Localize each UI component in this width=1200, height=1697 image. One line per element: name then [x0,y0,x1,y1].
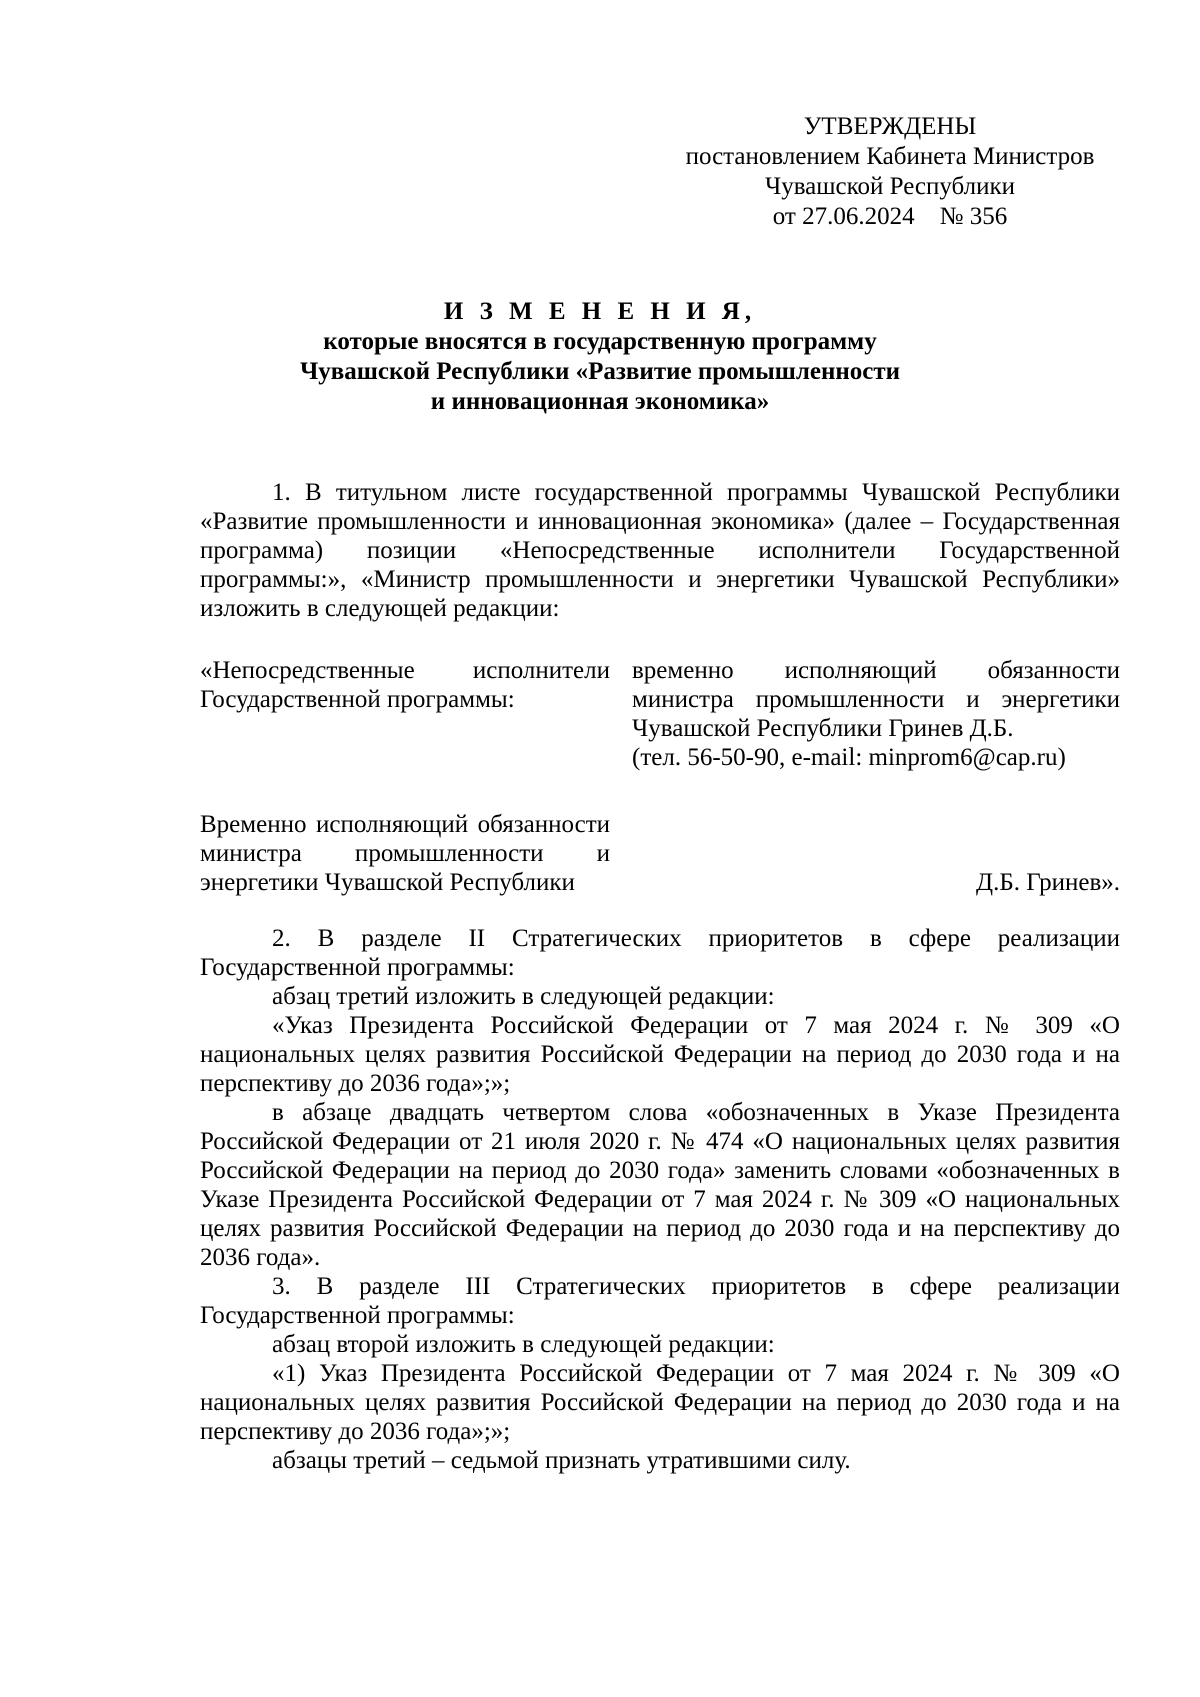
approval-line-4: от 27.06.2024 № 356 [772,203,1008,230]
title-line-2: Чувашской Республики «Развитие промышленности [299,358,901,385]
title-line-1: которые вносятся в государственную программу [323,328,877,355]
executors-label: «Непосредственные исполнители Государственной программы: [200,657,610,713]
paragraph-text: 1. В титульном листе государственной программы Чувашской Республики «Развитие промышленности и инновационная экономика» (далее – Государственная программа) позиции «Непосредственные исполнители Государственной программы:», «Министр промышленности и энергетики Чувашской Республики» изложить в следующей редакции: [200,479,1120,622]
paragraph-2: 2. В разделе II Стратегических приоритетов в сфере реализации Государственной программы: [200,925,1120,981]
paragraph-3-sub-1: абзац второй изложить в следующей редакции: [272,1331,775,1358]
document-title [200,297,1000,417]
paragraph-2-sub-2: «Указ Президента Российской Федерации от 7 мая 2024 г. № 309 «О национальных целях развития Российской Федерации на период до 2030 года и на перспективу до 2036 года»;»; [200,1012,1120,1097]
signature-block [200,810,1120,900]
body-paragraphs [200,924,1120,1475]
paragraph-2-sub-1: абзац третий изложить в следующей редакции: [272,983,775,1010]
paragraph-3-sub-2: «1) Указ Президента Российской Федерации от 7 мая 2024 г. № 309 «О национальных целях развития Российской Федерации на период до 2030 года и на перспективу до 2036 года»;»; [200,1360,1120,1445]
approval-line-1: УТВЕРЖДЕНЫ [803,113,977,140]
paragraph-1 [200,478,1120,623]
signature-position: Временно исполняющий обязанности министра промышленности и энергетики Чувашской Республики [200,811,610,896]
approval-line-2: постановлением Кабинета Министров [685,143,1095,170]
executors-value-cell [632,656,1120,772]
approval-stamp [660,112,1120,232]
executors-table [200,656,1120,776]
title-line-3: и инновационная экономика» [430,388,770,415]
approval-line-3: Чувашской Республики [764,173,1016,200]
executors-value: временно исполняющий обязанности министра промышленности и энергетики Чувашской Республики Гринев Д.Б. [632,657,1120,742]
signature-name: Д.Б. Гринев». [976,869,1120,896]
title-heading: И З М Е Н Е Н И Я, [443,298,757,325]
executors-contact: (тел. 56-50-90, e-mail: minprom6@cap.ru) [632,744,1066,771]
paragraph-2-sub-3: в абзаце двадцать четвертом слова «обозначенных в Указе Президента Российской Федерации от 21 июля 2020 г. № 474 «О национальных целях развития Российской Федерации на период до 2030 года» заменить словами «обозначенных в Указе Президента Российской Федерации от 7 мая 2024 г. № 309 «О национальных целях развития Российской Федерации на период до 2030 года и на перспективу до 2036 года». [200,1099,1120,1271]
paragraph-3: 3. В разделе III Стратегических приоритетов в сфере реализации Государственной программы: [200,1273,1120,1329]
paragraph-3-sub-3: абзацы третий – седьмой признать утратившими силу. [272,1447,851,1474]
